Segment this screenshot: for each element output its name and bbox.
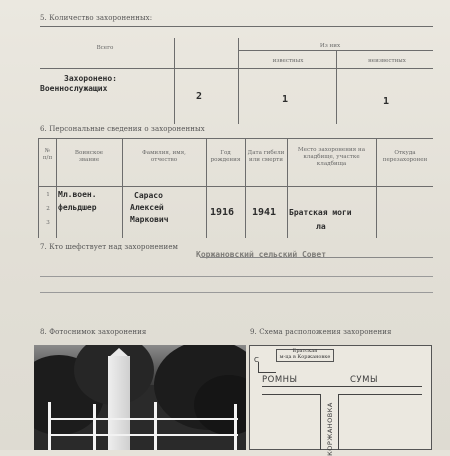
patron-value: Коржановский сельский Совет xyxy=(196,250,327,259)
known-value: 1 xyxy=(282,94,289,105)
row-number-2: 2 xyxy=(46,206,50,212)
rank-line-2: фельдшер xyxy=(58,203,97,212)
row-number-3: 3 xyxy=(46,220,50,226)
fence-post xyxy=(93,404,96,450)
table5-col-divider-1 xyxy=(174,38,175,124)
road-koarzhanovka-label: КОРЖАНОВКА xyxy=(325,402,334,456)
table5-col-divider-2 xyxy=(238,38,239,124)
memorial-label-line-2: м-ца в Коржановке xyxy=(279,354,331,360)
birth-year-value: 1916 xyxy=(210,207,235,218)
section6-title: 6. Персональные сведения о захороненных xyxy=(40,125,205,133)
road-main-bottom-left xyxy=(262,394,320,395)
memorial-label-line-1: Братская xyxy=(292,348,318,354)
header-full-name: Фамилия, имя, отчество xyxy=(142,150,186,163)
total-value: 2 xyxy=(196,91,203,102)
col-total-header: Всего xyxy=(96,45,114,51)
fence-post xyxy=(48,402,51,450)
fence-post xyxy=(154,402,157,450)
table5-header-bottom xyxy=(40,68,433,69)
row-number-1: 1 xyxy=(46,192,50,198)
header-reburied-from: Откуда перезахоронен xyxy=(382,150,428,163)
burial-place-line-2: ла xyxy=(316,222,326,231)
col-known-header: известных xyxy=(272,58,304,64)
burial-place-line-1: Братская моги xyxy=(289,208,352,217)
col-group-header: Из них xyxy=(319,43,341,49)
section9-title: 9. Схема расположения захоронения xyxy=(250,328,392,336)
road-main-bottom-right xyxy=(338,394,422,395)
table5-top-border xyxy=(40,26,433,27)
name-line-1: Сарасо xyxy=(134,191,163,200)
header-birth-year: Год рождения xyxy=(210,150,241,163)
header-rank: Воинское звание xyxy=(74,150,104,163)
col-unknown-header: неизвестных xyxy=(368,58,406,64)
section8-title: 8. Фотоснимок захоронения xyxy=(40,328,147,336)
table6-top-border xyxy=(38,138,433,139)
patron-blank-line-1 xyxy=(40,276,433,277)
header-death-date: Дата гибели или смерти xyxy=(247,150,285,163)
table5-col-divider-3 xyxy=(336,51,337,124)
fence-rail-top xyxy=(48,418,238,420)
name-line-2: Алексей xyxy=(130,203,164,212)
death-year-value: 1941 xyxy=(252,207,277,218)
table6-header-bottom xyxy=(38,186,433,187)
row-label-buried: Захоронено: xyxy=(64,74,117,83)
road-branch-right xyxy=(338,394,339,450)
road-branch-left xyxy=(320,394,321,450)
patron-blank-line-2 xyxy=(40,292,433,293)
patron-strike-line xyxy=(200,257,433,258)
name-line-3: Маркович xyxy=(130,215,169,224)
header-number: № п/п xyxy=(42,148,53,161)
road-main-top xyxy=(262,386,422,387)
section5-title: 5. Количество захороненных: xyxy=(40,14,153,22)
row-label-soldiers: Военнослужащих xyxy=(40,84,108,93)
fence-rail-bottom xyxy=(48,434,238,436)
marker-pointer-horizontal xyxy=(258,372,276,373)
city-sumy-label: СУМЫ xyxy=(350,375,378,385)
fence-post xyxy=(234,404,237,450)
unknown-value: 1 xyxy=(383,96,390,107)
city-romny-label: РОМНЫ xyxy=(262,375,298,385)
section7-title: 7. Кто шефствует над захоронением xyxy=(40,243,179,251)
rank-line-1: Мл.воен. xyxy=(58,190,97,199)
header-burial-place: Место захоронения на кладбище, участке кладбища xyxy=(297,147,366,167)
marker-pointer xyxy=(258,362,259,372)
marker-label: С xyxy=(254,356,260,364)
